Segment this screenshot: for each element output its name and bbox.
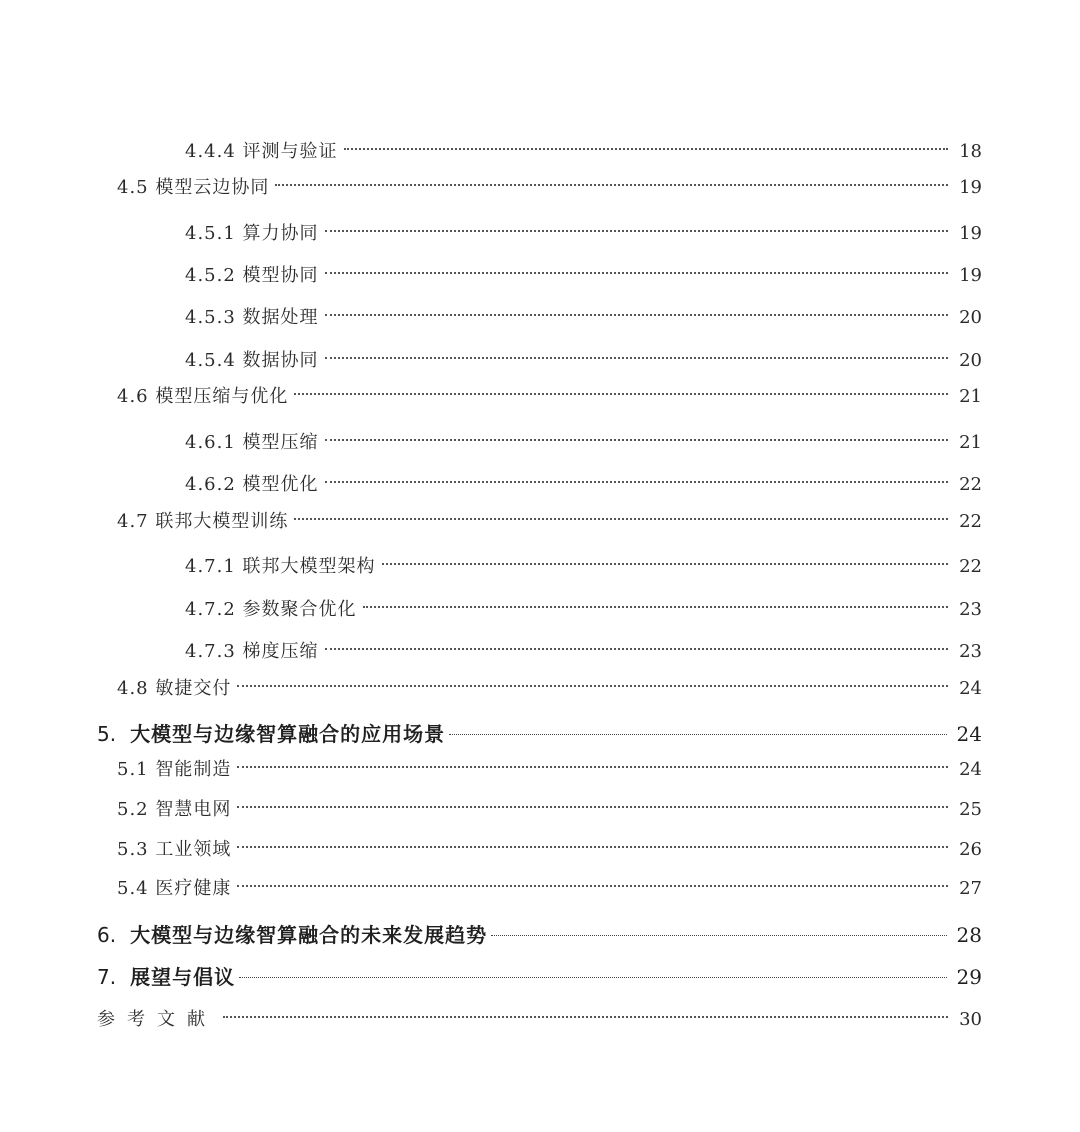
toc-entry-page: 30	[959, 1009, 982, 1030]
dot-leader	[382, 563, 948, 565]
toc-entry-title: 4.4.4 评测与验证	[185, 141, 338, 162]
toc-entry-4-7-1[interactable]	[185, 552, 982, 582]
toc-chapter-title: 大模型与边缘智算融合的未来发展趋势	[130, 923, 488, 947]
dot-leader	[363, 606, 948, 608]
toc-entry-page: 19	[959, 265, 982, 286]
toc-entry-title: 4.5.2 模型协同	[185, 265, 319, 286]
toc-chapter-7[interactable]	[97, 962, 982, 992]
toc-entry-page: 27	[959, 878, 982, 899]
toc-entry-page: 24	[959, 678, 982, 699]
toc-chapter-number: 6.	[97, 923, 117, 947]
dot-leader	[325, 272, 948, 274]
toc-entry-4-4-4[interactable]	[185, 137, 982, 167]
dot-leader	[325, 314, 948, 316]
toc-entry-title: 4.7.2 参数聚合优化	[185, 599, 357, 620]
toc-entry-title: 4.7.1 联邦大模型架构	[185, 556, 376, 577]
toc-entry-title: 4.7.3 梯度压缩	[185, 641, 319, 662]
dot-leader	[344, 148, 948, 150]
toc-entry-page: 20	[959, 350, 982, 371]
toc-chapter-5[interactable]	[97, 719, 982, 749]
toc-entry-page: 18	[959, 141, 982, 162]
toc-entry-page: 22	[959, 474, 982, 495]
toc-chapter-title: 大模型与边缘智算融合的应用场景	[130, 722, 446, 746]
dot-leader	[239, 977, 946, 978]
toc-entry-page: 29	[956, 965, 982, 989]
toc-entry-4-7[interactable]	[117, 507, 982, 537]
toc-references[interactable]	[97, 1005, 982, 1035]
toc-entry-5-3[interactable]	[117, 835, 982, 865]
toc-chapter-title: 展望与倡议	[130, 965, 236, 989]
toc-entry-4-6-1[interactable]	[185, 428, 982, 458]
toc-entry-title: 5.1 智能制造	[117, 759, 232, 780]
toc-entry-page: 19	[959, 223, 982, 244]
toc-entry-4-5-2[interactable]	[185, 261, 982, 291]
toc-entry-page: 23	[959, 641, 982, 662]
dot-leader	[325, 230, 948, 232]
toc-entry-title: 4.6 模型压缩与优化	[117, 386, 289, 407]
toc-entry-page: 19	[959, 177, 982, 198]
toc-entry-title: 4.8 敏捷交付	[117, 678, 232, 699]
dot-leader	[449, 734, 946, 735]
toc-entry-title: 5.2 智慧电网	[117, 799, 232, 820]
toc-chapter-number: 5.	[97, 722, 117, 746]
toc-entry-4-5-1[interactable]	[185, 219, 982, 249]
toc-entry-page: 22	[959, 511, 982, 532]
toc-entry-title: 4.6.2 模型优化	[185, 474, 319, 495]
toc-entry-page: 23	[959, 599, 982, 620]
toc-entry-4-6-2[interactable]	[185, 470, 982, 500]
dot-leader	[237, 766, 948, 768]
toc-chapter-number: 7.	[97, 965, 117, 989]
dot-leader	[237, 846, 948, 848]
dot-leader	[237, 685, 948, 687]
dot-leader	[325, 439, 948, 441]
toc-entry-5-2[interactable]	[117, 795, 982, 825]
toc-entry-5-4[interactable]	[117, 874, 982, 904]
toc-entry-title: 4.5 模型云边协同	[117, 177, 270, 198]
toc-entry-page: 20	[959, 307, 982, 328]
dot-leader	[275, 184, 948, 186]
toc-entry-page: 21	[959, 432, 982, 453]
toc-entry-page: 22	[959, 556, 982, 577]
dot-leader	[325, 481, 948, 483]
toc-entry-page: 24	[956, 722, 982, 746]
toc-entry-title: 5.3 工业领域	[117, 839, 232, 860]
dot-leader	[294, 518, 948, 520]
toc-entry-page: 26	[959, 839, 982, 860]
toc-chapter-6[interactable]	[97, 920, 982, 950]
dot-leader	[237, 885, 948, 887]
toc-entry-title: 4.5.4 数据协同	[185, 350, 319, 371]
toc-entry-5-1[interactable]	[117, 755, 982, 785]
dot-leader	[294, 393, 948, 395]
toc-entry-title: 4.5.1 算力协同	[185, 223, 319, 244]
toc-entry-4-5[interactable]	[117, 173, 982, 203]
dot-leader	[237, 806, 948, 808]
toc-entry-4-5-3[interactable]	[185, 303, 982, 333]
toc-entry-page: 21	[959, 386, 982, 407]
dot-leader	[223, 1016, 948, 1018]
dot-leader	[491, 935, 946, 936]
toc-entry-page: 28	[956, 923, 982, 947]
toc-entry-page: 24	[959, 759, 982, 780]
dot-leader	[325, 648, 948, 650]
dot-leader	[325, 357, 948, 359]
toc-entry-title: 4.5.3 数据处理	[185, 307, 319, 328]
toc-entry-4-7-3[interactable]	[185, 637, 982, 667]
toc-entry-4-7-2[interactable]	[185, 595, 982, 625]
toc-entry-title: 4.7 联邦大模型训练	[117, 511, 289, 532]
toc-entry-4-5-4[interactable]	[185, 346, 982, 376]
toc-entry-title: 参考文献	[97, 1009, 217, 1030]
toc-entry-title: 5.4 医疗健康	[117, 878, 232, 899]
toc-entry-4-6[interactable]	[117, 382, 982, 412]
toc-entry-page: 25	[959, 799, 982, 820]
toc-entry-4-8[interactable]	[117, 674, 982, 704]
toc-entry-title: 4.6.1 模型压缩	[185, 432, 319, 453]
